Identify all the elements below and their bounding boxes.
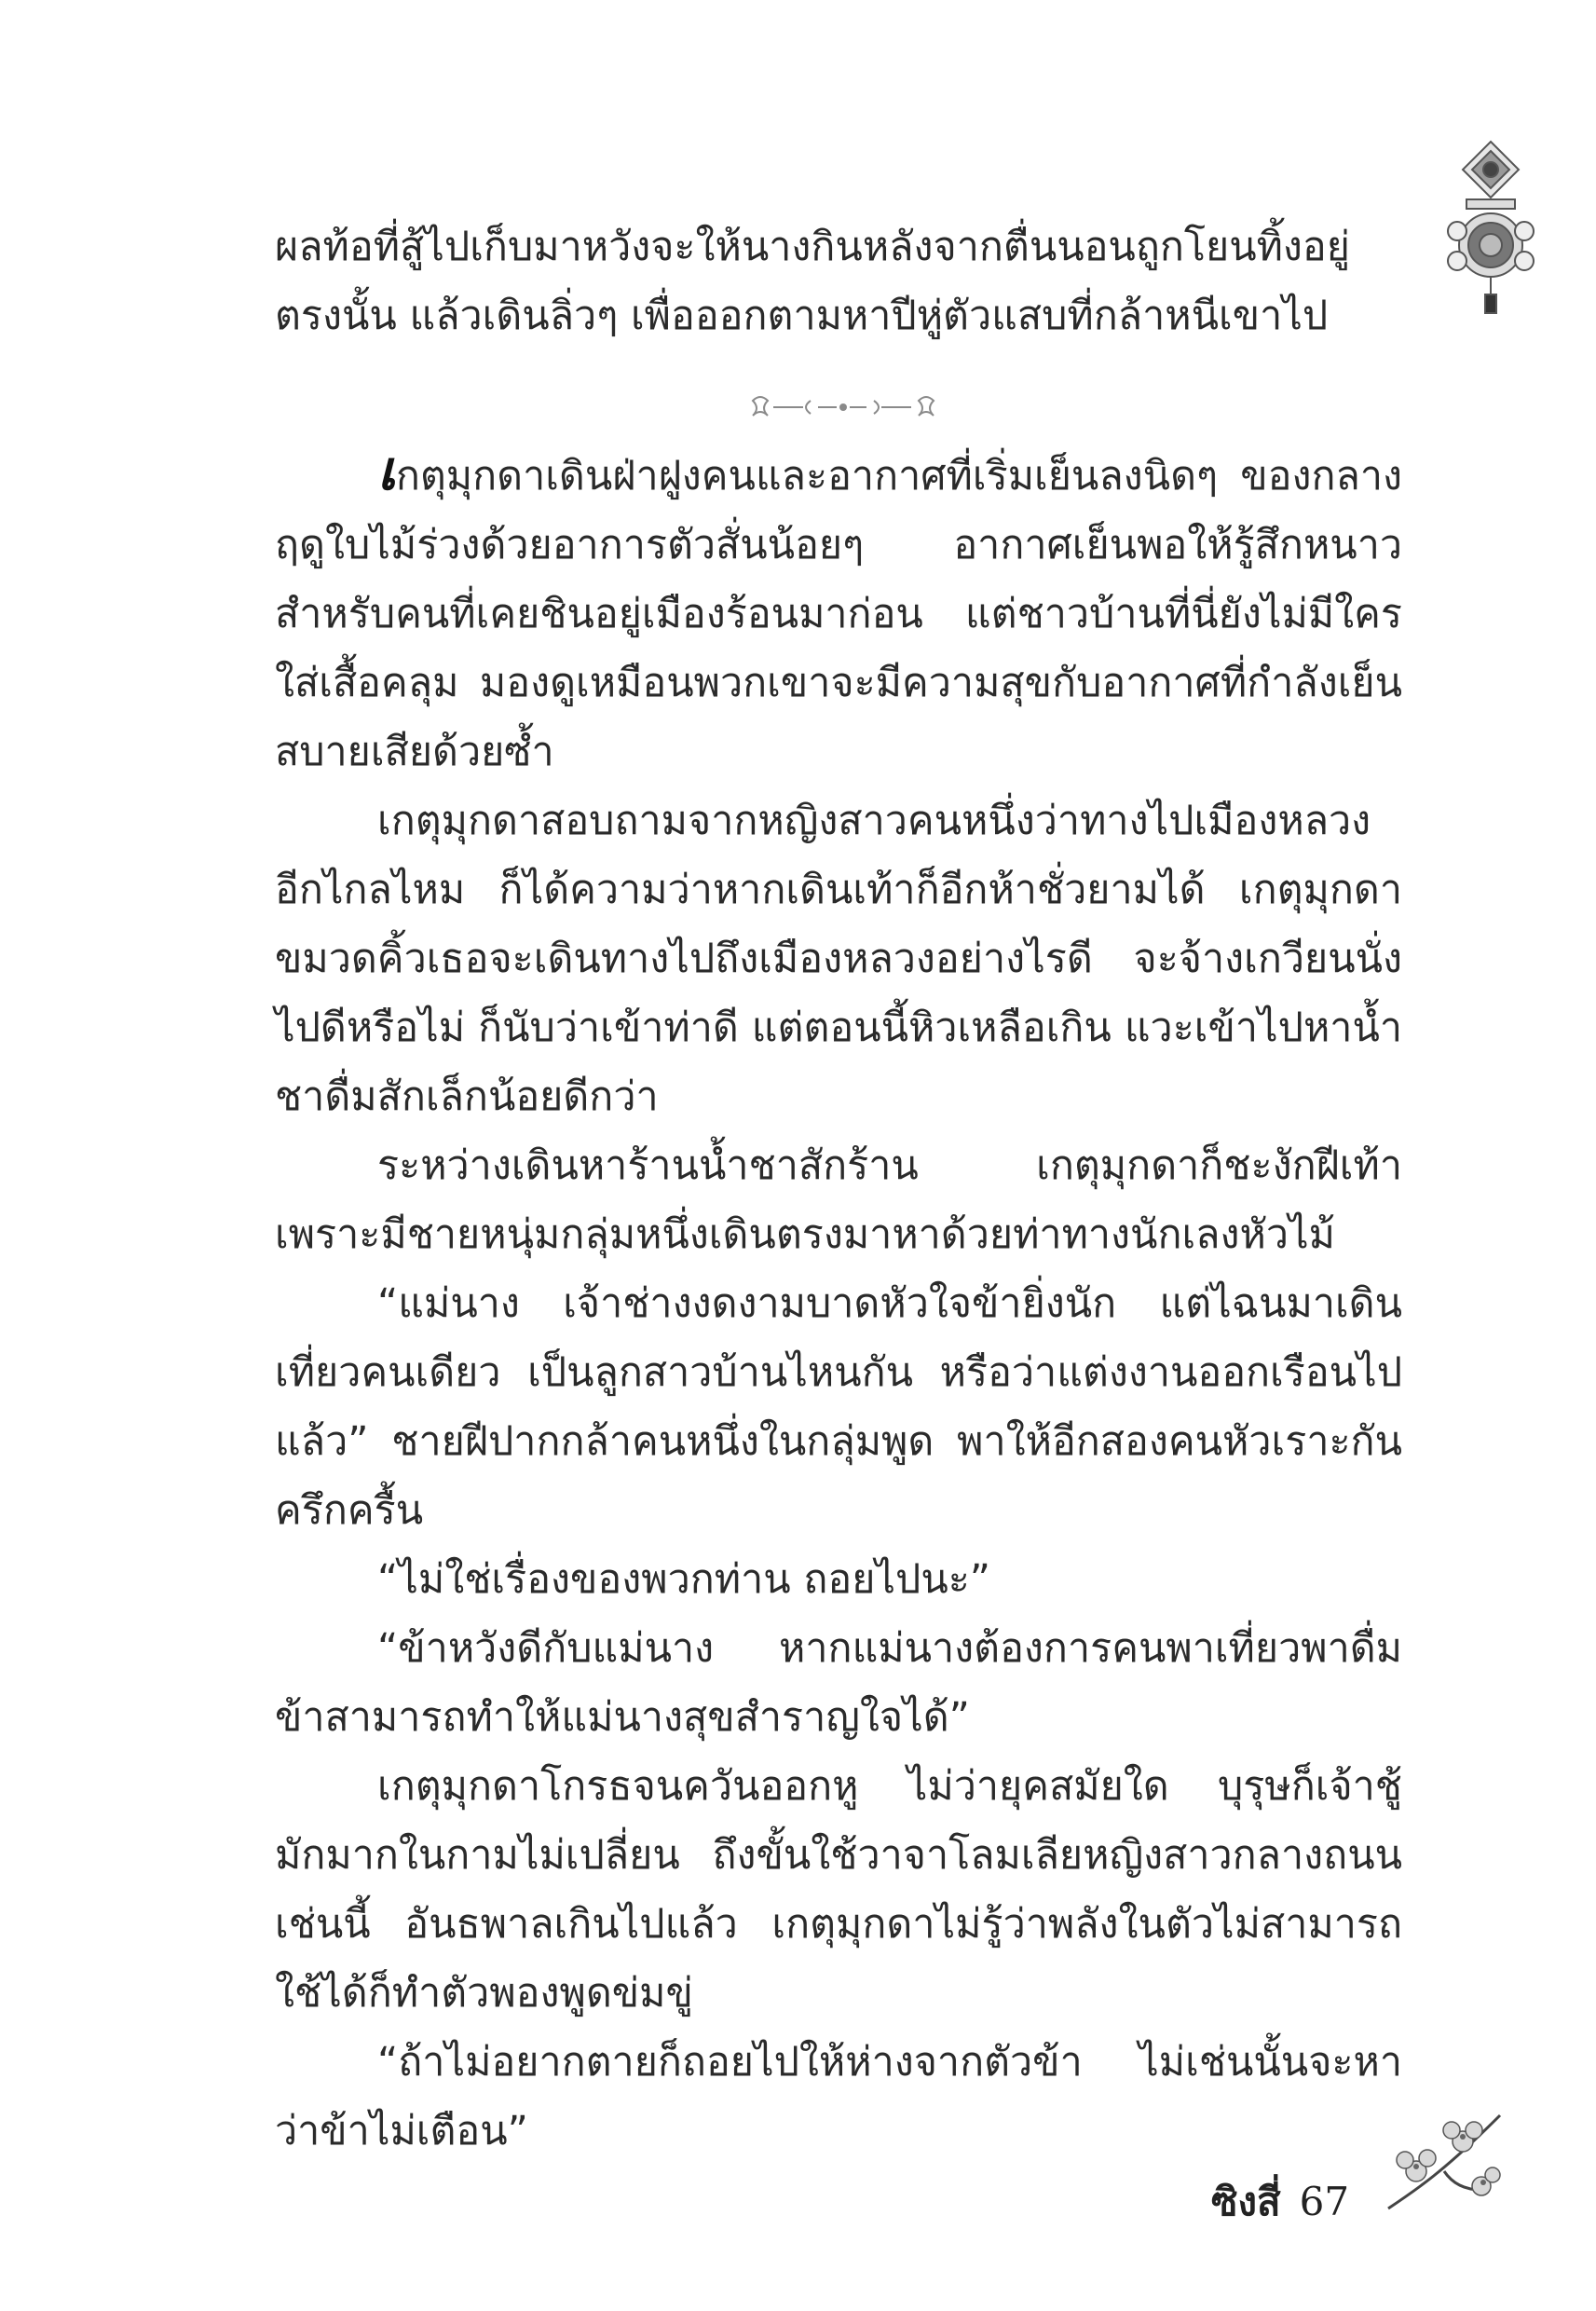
first-paragraph-text: กตุมุกดาเดินฝ่าฝูงคนและอากาศที่เริ่มเย็นลงนิดๆ ของกลางฤดูใบไม้ร่วงด้วยอาการตัวสั่นน้อยๆ อากาศเย็นพอให้รู้สึกหนาวสำหรับคนที่เคยชินอยู่เมืองร้อนมาก่อน แต่ชาวบ้านที่นี่ยังไม่มีใครใส่เสื้อคลุม มองดูเหมือนพวกเขาจะมีความสุขกับอากาศที่กำลังเย็นสบายเสียด้วยซ้ำ <box>275 453 1402 775</box>
paragraph: เกตุมุกดาสอบถามจากหญิงสาวคนหนึ่งว่าทางไปเมืองหลวงอีกไกลไหม ก็ได้ความว่าหากเดินเท้าก็อีกห้าชั่วยามได้ เกตุมุกดาขมวดคิ้วเธอจะเดินทางไปถึงเมืองหลวงอย่างไรดี จะจ้างเกวียนนั่งไปดีหรือไม่ ก็นับว่าเข้าท่าดี แต่ตอนนี้หิวเหลือเกิน แวะเข้าไปหาน้ำชาดื่มสักเล็กน้อยดีกว่า <box>275 798 1402 1120</box>
section-divider-ornament-icon <box>745 391 941 423</box>
main-text <box>275 436 1402 2166</box>
paragraph: “ไม่ใช่เรื่องของพวกท่าน ถอยไปนะ” <box>377 1556 991 1603</box>
paragraph: “แม่นาง เจ้าช่างงดงามบาดหัวใจข้ายิ่งนัก แต่ไฉนมาเดินเที่ยวคนเดียว เป็นลูกสาวบ้านไหนกัน หรือว่าแต่งงานออกเรือนไปแล้ว” ชายฝีปากกล้าคนหนึ่งในกลุ่มพูด พาให้อีกสองคนหัวเราะกันครึกครื้น <box>275 1280 1402 1534</box>
paragraph: เกตุมุกดาโกรธจนควันออกหู ไม่ว่ายุคสมัยใด บุรุษก็เจ้าชู้ มักมากในกามไม่เปลี่ยน ถึงขั้นใช้วาจาโลมเลียหญิงสาวกลางถนนเช่นนี้ อันธพาลเกินไปแล้ว เกตุมุกดาไม่รู้ว่าพลังในตัวไม่สามารถใช้ได้ก็ทำตัวพองพูดข่มขู่ <box>275 1763 1402 2017</box>
page-number: 67 <box>1299 2179 1350 2224</box>
paragraph: ระหว่างเดินหาร้านน้ำชาสักร้าน เกตุมุกดาก็ชะงักฝีเท้า เพราะมีชายหนุ่มกลุ่มหนึ่งเดินตรงมาหาด้วยท่าทางนักเลงหัวไม้ <box>275 1142 1402 1258</box>
chapter-emblem-icon <box>1425 138 1556 324</box>
blossom-branch-icon <box>1379 2097 1509 2218</box>
paragraph: “ถ้าไม่อยากตายก็ถอยไปให้ห่างจากตัวข้า ไม่เช่นนั้นจะหาว่าข้าไม่เตือน” <box>275 2039 1402 2154</box>
book-title: ซิงสี่ <box>1211 2179 1281 2224</box>
continuation-paragraph <box>275 212 1402 350</box>
first-paragraph <box>275 436 1402 786</box>
page-footer <box>1211 2171 1349 2233</box>
paragraph: ผลท้อที่สู้ไปเก็บมาหวังจะให้นางกินหลังจากตื่นนอนถูกโยนทิ้งอยู่ตรงนั้น แล้วเดินลิ่วๆ เพื่อออกตามหาปีหู่ตัวแสบที่กล้าหนีเขาไป <box>275 224 1350 339</box>
paragraph: “ข้าหวังดีกับแม่นาง หากแม่นางต้องการคนพาเที่ยวพาดื่ม ข้าสามารถทำให้แม่นางสุขสำราญใจได้” <box>275 1625 1402 1741</box>
drop-cap: เ <box>377 439 396 502</box>
